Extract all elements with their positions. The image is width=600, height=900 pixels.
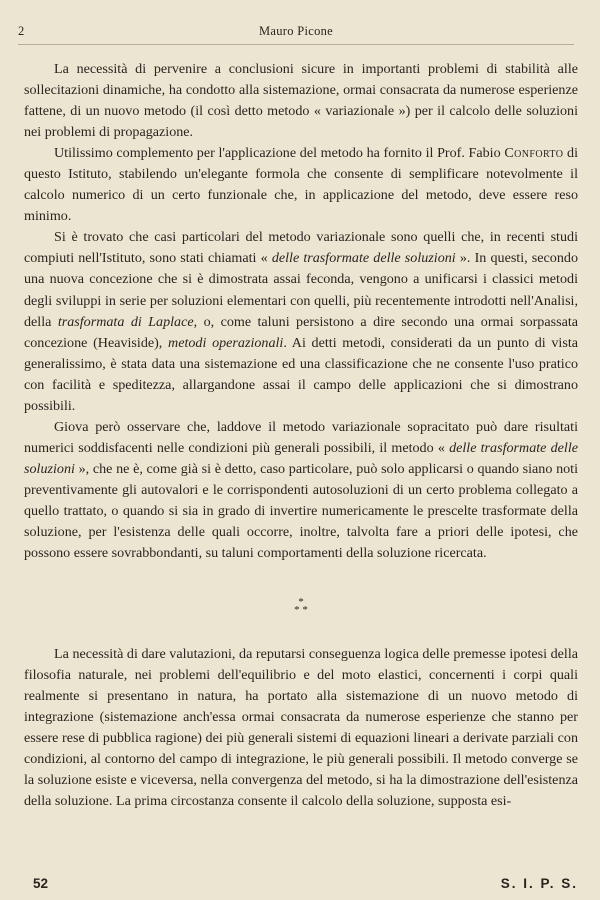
italic-term-transformate-2: delle trasformate delle soluzioni (24, 439, 578, 477)
signature-mark: 52 (33, 876, 49, 891)
paragraph-4-text-b: », che ne è, come già si è detto, caso particolare, può solo applicarsi o quando siano noti preventivamente gli autovalori e le corrispondenti autosoluzioni di un certo problema collegato a quello trattato, o quando si sia in grado di invertire numericamente le prescelte trasformate della soluzione, per l'esistenza delle quali occorre, inoltre, talvolta fare a priori delle ipotesi, che possono essere sovrabbondanti, su taluni comportamenti della soluzione ricercata. (24, 460, 578, 562)
paragraph-3 (24, 227, 578, 416)
asterism-glyph: * * * (294, 596, 308, 617)
paragraph-2-text-b: di questo Istituto, stabilendo un'elegante formola che consente di semplificare notevolmente il calcolo numerico di un certo funzionale che, in applicazione del metodo, deve essere reso minimo. (24, 145, 578, 225)
paragraph-1: La necessità di pervenire a conclusioni sicure in importanti problemi di stabilità alle sollecitazioni dinamiche, ha condotto alla sistemazione, ormai consacrata da numerose esperienze fattene, di un nuovo metodo (il così detto metodo « variazionale ») per il calcolo delle soluzioni nei problemi di propagazione. (24, 61, 578, 141)
italic-term-laplace: trasformata di Laplace (57, 313, 194, 330)
page-number: 2 (18, 24, 25, 38)
paragraph-3-text-b: ». In questi, secondo una nuova concezione che si è dimostrata assai feconda, vengono a unificarsi i classici metodi degli sviluppi in serie per soluzioni elementari con quelli, più recentemente introdotti nell'Analisi, della (24, 250, 578, 330)
publisher-mark: S. I. P. S. (500, 876, 578, 891)
paragraph-3-text-c: , o, come taluni persistono a dire secondo una ormai sorpassata concezione (Heaviside), (24, 313, 579, 351)
italic-term-operazionali: metodi operazionali (168, 334, 284, 351)
italic-term-transformate: delle trasformate delle soluzioni (271, 250, 456, 267)
person-name: Conforto (504, 145, 564, 162)
paragraph-3-text-a: Si è trovato che casi particolari del metodo variazionale sono quelli che, in recenti studi compiuti nell'Istituto, sono stati chiamati « (24, 229, 578, 267)
paragraph-4-text-a: Giova però osservare che, laddove il metodo variazionale sopracitato può dare risultati numerici soddisfacenti nelle condizioni più generali possibili, il metodo « (24, 418, 578, 456)
paragraph-3-text-d: . Ai detti metodi, considerati da un punto di vista generalissimo, è stata data una sistemazione ed una classificazione che ne consente l'uso pratico con facilità e speditezza, allargandone assai il campo delle applicazioni che si dimostrano possibili. (24, 334, 578, 414)
text-body (24, 59, 578, 813)
running-header (18, 22, 574, 45)
section-asterism (24, 596, 578, 617)
paragraph-2 (24, 143, 578, 227)
running-head-author: Mauro Picone (258, 24, 334, 38)
paragraph-2-text-a: Utilissimo complemento per l'applicazione del metodo ha fornito il Prof. Fabio (54, 145, 505, 162)
paragraph-4 (24, 417, 578, 564)
paragraph-5: La necessità di dare valutazioni, da reputarsi conseguenza logica delle premesse ipotesi della filosofia naturale, nei problemi dell'equilibrio e del moto elastici, concernenti i corpi quali realmente si presentano in natura, ha portato alla sistemazione di un nuovo metodo di integrazione (sistemazione anch'essa ormai consacrata da numerose esperienze che stanno per essere rese di pubblica ragione) dei più generali sistemi di equazioni lineari a derivate parziali con condizioni, al contorno del campo di integrazione, le più generali possibili. Il metodo converge se la soluzione esiste e viceversa, nella convergenza del metodo, si ha la dimostrazione dell'esistenza della soluzione. La prima circostanza consente il calcolo della soluzione, supposta esi- (24, 646, 578, 810)
